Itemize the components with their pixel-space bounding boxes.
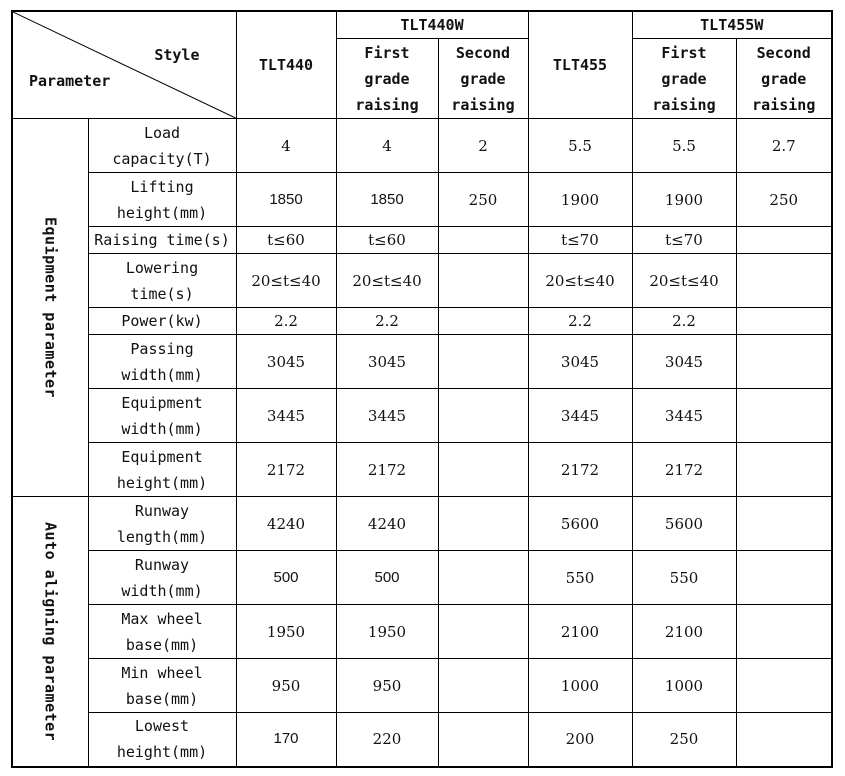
value-cell: 2172: [528, 443, 632, 497]
value-cell: 1000: [528, 659, 632, 713]
value-cell: 20≤t≤40: [336, 254, 438, 308]
table-row: [12, 389, 832, 443]
value-cell: 250: [438, 173, 528, 227]
table-row: [12, 659, 832, 713]
parameter-name-cell: [88, 551, 236, 605]
parameter-name-line: Max wheel: [121, 609, 203, 628]
parameter-name-cell: [88, 119, 236, 173]
table-row: [12, 254, 832, 308]
parameter-table: [11, 10, 833, 768]
value-cell: 2.2: [236, 308, 336, 335]
group-label-text: Equipment parameter: [41, 216, 60, 399]
value-cell: 2100: [528, 605, 632, 659]
model-header-tlt440w: TLT440W: [336, 11, 528, 39]
value-cell: 500: [236, 551, 336, 605]
value-cell: 250: [632, 713, 736, 767]
parameter-name-cell: [88, 659, 236, 713]
value-cell: 2100: [632, 605, 736, 659]
value-cell: 550: [632, 551, 736, 605]
parameter-name-line: Min wheel: [121, 663, 203, 682]
value-cell: 950: [336, 659, 438, 713]
value-cell: [438, 227, 528, 254]
value-cell: [438, 254, 528, 308]
value-cell: 5600: [528, 497, 632, 551]
parameter-name-line: height(mm): [116, 203, 208, 222]
parameter-name-line: width(mm): [121, 419, 203, 438]
parameter-name-line: Lowering: [125, 258, 199, 277]
model-header-tlt455w: TLT455W: [632, 11, 832, 39]
value-cell: 550: [528, 551, 632, 605]
value-cell: t≤60: [236, 227, 336, 254]
parameter-name-line: capacity(T): [112, 149, 212, 168]
value-cell: [736, 227, 832, 254]
value-cell: 250: [736, 173, 832, 227]
value-cell: 1950: [236, 605, 336, 659]
subheader-first-grade-455w: First grade raising: [632, 39, 736, 119]
value-cell: 170: [236, 713, 336, 767]
value-cell: [736, 497, 832, 551]
value-cell: 20≤t≤40: [236, 254, 336, 308]
value-cell: 4: [336, 119, 438, 173]
value-cell: 3445: [632, 389, 736, 443]
value-cell: 200: [528, 713, 632, 767]
value-cell: t≤70: [632, 227, 736, 254]
parameter-name-cell: [88, 389, 236, 443]
value-cell: 2.2: [632, 308, 736, 335]
parameter-name-line: base(mm): [125, 635, 199, 654]
value-cell: 20≤t≤40: [632, 254, 736, 308]
value-cell: [438, 389, 528, 443]
value-cell: 1000: [632, 659, 736, 713]
table-row: [12, 335, 832, 389]
table-row: [12, 119, 832, 173]
value-cell: [438, 713, 528, 767]
table-row: [12, 713, 832, 767]
parameter-name-line: Raising time(s): [94, 231, 230, 249]
value-cell: 4: [236, 119, 336, 173]
parameter-name-line: time(s): [130, 284, 194, 303]
parameter-name-cell: [88, 443, 236, 497]
value-cell: t≤70: [528, 227, 632, 254]
group-label-equipment: [12, 119, 88, 497]
value-cell: [438, 443, 528, 497]
value-cell: 4240: [236, 497, 336, 551]
parameter-name-line: Runway: [134, 555, 190, 574]
value-cell: [736, 551, 832, 605]
group-label-auto: [12, 497, 88, 767]
table-row: [12, 308, 832, 335]
parameter-name-line: Load: [143, 123, 181, 142]
value-cell: 5.5: [632, 119, 736, 173]
subheader-second-grade-455w: Second grade raising: [736, 39, 832, 119]
parameter-name-cell: [88, 308, 236, 335]
parameter-name-line: width(mm): [121, 365, 203, 384]
table-row: [12, 605, 832, 659]
parameter-name-line: height(mm): [116, 473, 208, 492]
value-cell: 2: [438, 119, 528, 173]
value-cell: 2172: [236, 443, 336, 497]
value-cell: [438, 605, 528, 659]
parameter-name-cell: [88, 605, 236, 659]
parameter-name-line: Lowest: [134, 717, 190, 736]
parameter-name-line: Runway: [134, 501, 190, 520]
table-row: [12, 173, 832, 227]
value-cell: [736, 605, 832, 659]
value-cell: [438, 335, 528, 389]
value-cell: 1900: [528, 173, 632, 227]
parameter-header-label: Parameter: [29, 72, 111, 90]
value-cell: [736, 443, 832, 497]
table-row: [12, 497, 832, 551]
parameter-name-line: width(mm): [121, 581, 203, 600]
value-cell: 950: [236, 659, 336, 713]
value-cell: [438, 497, 528, 551]
model-header-tlt440: TLT440: [236, 11, 336, 119]
value-cell: 1850: [336, 173, 438, 227]
value-cell: [736, 254, 832, 308]
value-cell: [438, 659, 528, 713]
model-header-tlt455: TLT455: [528, 11, 632, 119]
parameter-name-cell: [88, 713, 236, 767]
value-cell: [438, 308, 528, 335]
value-cell: 220: [336, 713, 438, 767]
parameter-name-line: base(mm): [125, 689, 199, 708]
header-corner-cell: [12, 11, 236, 119]
value-cell: 1850: [236, 173, 336, 227]
subheader-second-grade-440w: Second grade raising: [438, 39, 528, 119]
value-cell: 1950: [336, 605, 438, 659]
value-cell: t≤60: [336, 227, 438, 254]
parameter-name-line: height(mm): [116, 743, 208, 762]
value-cell: 3045: [528, 335, 632, 389]
value-cell: 1900: [632, 173, 736, 227]
value-cell: 2.7: [736, 119, 832, 173]
table-row: [12, 227, 832, 254]
value-cell: 20≤t≤40: [528, 254, 632, 308]
parameter-name-line: Power(kw): [121, 312, 203, 330]
value-cell: 5600: [632, 497, 736, 551]
value-cell: [736, 659, 832, 713]
table-row: [12, 551, 832, 605]
value-cell: 3045: [236, 335, 336, 389]
table-row: [12, 443, 832, 497]
value-cell: 3445: [336, 389, 438, 443]
value-cell: [736, 335, 832, 389]
value-cell: [736, 713, 832, 767]
value-cell: 2172: [336, 443, 438, 497]
value-cell: [736, 308, 832, 335]
value-cell: [438, 551, 528, 605]
parameter-name-line: Equipment: [121, 447, 203, 466]
parameter-name-line: Equipment: [121, 393, 203, 412]
value-cell: 3445: [528, 389, 632, 443]
value-cell: 3045: [336, 335, 438, 389]
value-cell: [736, 389, 832, 443]
diagonal-divider: [13, 12, 236, 118]
style-header-label: Style: [154, 46, 200, 64]
parameter-name-cell: [88, 254, 236, 308]
group-label-text: Auto aligning parameter: [41, 521, 60, 741]
parameter-name-cell: [88, 497, 236, 551]
value-cell: 2.2: [336, 308, 438, 335]
value-cell: 500: [336, 551, 438, 605]
value-cell: 3445: [236, 389, 336, 443]
value-cell: 2172: [632, 443, 736, 497]
parameter-name-cell: [88, 227, 236, 254]
parameter-name-cell: [88, 173, 236, 227]
parameter-name-line: length(mm): [116, 527, 208, 546]
value-cell: 3045: [632, 335, 736, 389]
parameter-name-line: Passing: [130, 339, 194, 358]
parameter-name-cell: [88, 335, 236, 389]
parameter-name-line: Lifting: [130, 177, 194, 196]
subheader-first-grade-440w: First grade raising: [336, 39, 438, 119]
value-cell: 4240: [336, 497, 438, 551]
value-cell: 5.5: [528, 119, 632, 173]
value-cell: 2.2: [528, 308, 632, 335]
